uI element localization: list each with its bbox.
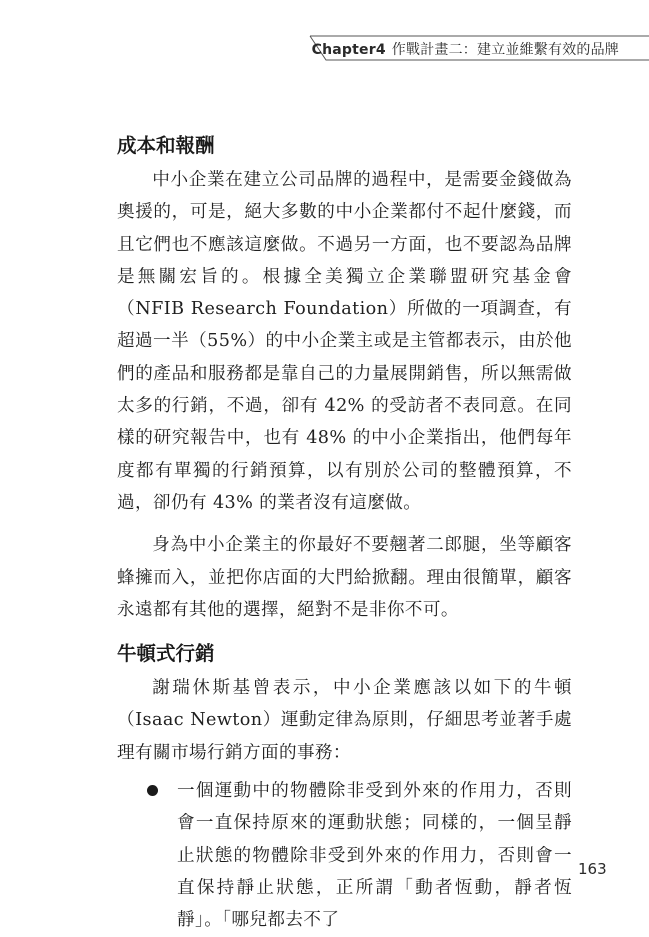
chapter-title: 作戰計畫二：建立並維繫有效的品牌 — [391, 42, 619, 58]
header-rule — [0, 0, 649, 70]
paragraph: 中小企業在建立公司品牌的過程中，是需要金錢做為奧援的，可是，絕大多數的中小企業都付不起什麼錢，而且它們也不應該這麼做。不過另一方面，也不要認為品牌是無關宏旨的。根據全美獨立企業聯盟研究基金會（NFIB Research Foundation）所做的一項調查，有超過一半（55%）的中小企業主或是主管都表示，由於他們的產品和服務都是靠自己的力量展開銷售，所以無需做太多的行銷，不過，卻有 42% 的受訪者不表同意。在同樣的研究報告中，也有 48% 的中小企業指出，他們每年度都有單獨的行銷預算，以有別於公司的整體預算，不過，卻仍有 43% 的業者沒有這麼做。 — [117, 170, 572, 513]
paragraph: 身為中小企業主的你最好不要翹著二郎腿，坐等顧客蜂擁而入，並把你店面的大門給掀翻。理由很簡單，顧客永遠都有其他的選擇，絕對不是非你不可。 — [117, 535, 572, 620]
paragraph: 謝瑞休斯基曾表示，中小企業應該以如下的牛頓（Isaac Newton）運動定律為原則，仔細思考並著手處理有關市場行銷方面的事務： — [117, 678, 572, 763]
chapter-label: Chapter4 — [311, 42, 386, 58]
bullet-list — [117, 775, 572, 936]
page-header — [0, 0, 649, 70]
section-heading: 成本和報酬 — [117, 134, 215, 157]
list-item — [117, 775, 572, 936]
list-item-text: 一個運動中的物體除非受到外來的作用力，否則會一直保持原來的運動狀態；同樣的，一個呈靜止狀態的物體除非受到外來的作用力，否則會一直保持靜止狀態，正所謂「動者恆動，靜者恆靜」。「哪兒都去不了 — [177, 781, 572, 931]
bullet-dot-icon — [147, 785, 158, 796]
page-number: 163 — [578, 860, 607, 878]
section-heading: 牛頓式行銷 — [117, 642, 215, 666]
page-content — [117, 128, 572, 937]
running-head — [312, 39, 619, 59]
